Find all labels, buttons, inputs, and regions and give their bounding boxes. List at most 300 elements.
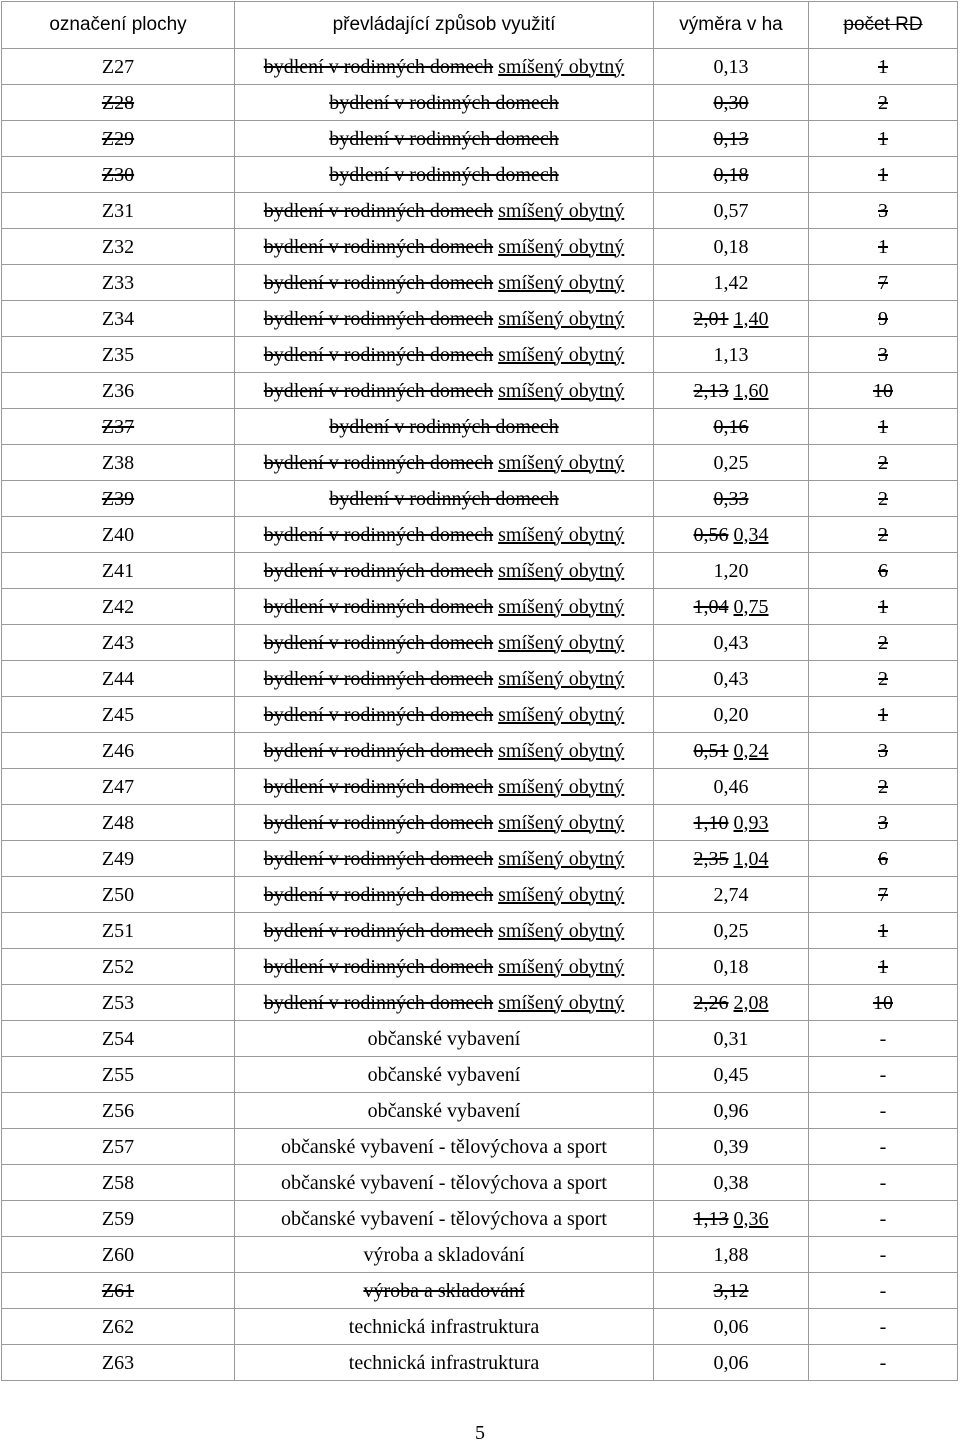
cell-text: 0,43 [713, 667, 749, 690]
cell-text: 1,42 [713, 271, 749, 294]
cell-text: 1,13 [713, 343, 749, 366]
struck-text: 2,01 [693, 307, 729, 330]
underlined-text: smíšený obytný [498, 55, 625, 78]
underlined-text: smíšený obytný [498, 523, 625, 546]
usage-type-cell [235, 913, 654, 949]
area-cell [654, 553, 809, 589]
cell-text: 0,13 [713, 55, 749, 78]
struck-text: bydlení v rodinných domech [263, 55, 494, 78]
struck-text: 7 [878, 883, 888, 906]
struck-text: 7 [878, 271, 888, 294]
cell-text: - [879, 1099, 887, 1122]
struck-text: Z30 [101, 163, 135, 186]
usage-type-cell [235, 301, 654, 337]
cell-text: 0,38 [713, 1171, 749, 1194]
cell-text: - [879, 1171, 887, 1194]
area-cell [654, 1201, 809, 1237]
house-count-cell [809, 229, 958, 265]
struck-text: Z28 [101, 91, 135, 114]
plot-code-cell [2, 409, 235, 445]
struck-text: 3 [878, 811, 888, 834]
area-cell [654, 841, 809, 877]
usage-type-cell [235, 985, 654, 1021]
house-count-cell [809, 1021, 958, 1057]
usage-type-cell [235, 1021, 654, 1057]
usage-type-cell [235, 445, 654, 481]
usage-type-cell [235, 949, 654, 985]
area-cell [654, 445, 809, 481]
table-row [2, 877, 958, 913]
plot-code-cell [2, 373, 235, 409]
table-row [2, 517, 958, 553]
cell-text: Z55 [101, 1063, 135, 1086]
table-row [2, 913, 958, 949]
table-row [2, 805, 958, 841]
cell-text: Z34 [101, 307, 135, 330]
area-cell [654, 949, 809, 985]
struck-text: 1 [878, 919, 888, 942]
table-row [2, 769, 958, 805]
house-count-cell [809, 769, 958, 805]
struck-text: bydlení v rodinných domech [263, 847, 494, 870]
table-row [2, 49, 958, 85]
area-cell [654, 913, 809, 949]
house-count-cell [809, 1309, 958, 1345]
area-cell [654, 121, 809, 157]
struck-text: Z29 [101, 127, 135, 150]
house-count-cell [809, 337, 958, 373]
table-row [2, 697, 958, 733]
area-cell [654, 1345, 809, 1381]
underlined-text: smíšený obytný [498, 271, 625, 294]
house-count-cell [809, 1165, 958, 1201]
area-cell [654, 1237, 809, 1273]
cell-text: Z36 [101, 379, 135, 402]
table-row [2, 265, 958, 301]
cell-text: občanské vybavení [367, 1099, 521, 1122]
cell-text: Z46 [101, 739, 135, 762]
cell-text: 0,39 [713, 1135, 749, 1158]
house-count-cell [809, 373, 958, 409]
struck-text: 1,13 [693, 1207, 729, 1230]
cell-text: - [879, 1135, 887, 1158]
cell-text: občanské vybavení [367, 1027, 521, 1050]
struck-text: bydlení v rodinných domech [263, 739, 494, 762]
table-row [2, 1129, 958, 1165]
area-cell [654, 229, 809, 265]
plot-usage-table [1, 1, 958, 1381]
cell-text: - [879, 1063, 887, 1086]
usage-type-cell [235, 877, 654, 913]
plot-code-cell [2, 121, 235, 157]
plot-code-cell [2, 1309, 235, 1345]
plot-code-cell [2, 49, 235, 85]
cell-text: - [879, 1279, 887, 1302]
cell-text: Z47 [101, 775, 135, 798]
usage-type-cell [235, 841, 654, 877]
table-row [2, 553, 958, 589]
struck-text: bydlení v rodinných domech [329, 415, 559, 438]
underlined-text: smíšený obytný [498, 883, 625, 906]
struck-text: bydlení v rodinných domech [263, 307, 494, 330]
area-cell [654, 877, 809, 913]
usage-type-cell [235, 553, 654, 589]
house-count-cell [809, 697, 958, 733]
area-cell [654, 301, 809, 337]
plot-code-cell [2, 1273, 235, 1309]
cell-text: výroba a skladování [363, 1243, 525, 1266]
struck-text: bydlení v rodinných domech [263, 775, 494, 798]
area-cell [654, 49, 809, 85]
table-row [2, 229, 958, 265]
plot-code-cell [2, 193, 235, 229]
usage-type-cell [235, 265, 654, 301]
plot-code-cell [2, 1129, 235, 1165]
struck-text: 3 [878, 739, 888, 762]
plot-code-cell [2, 265, 235, 301]
column-header-area-ha: výměra v ha [654, 2, 809, 49]
table-row [2, 445, 958, 481]
struck-text: bydlení v rodinných domech [263, 991, 494, 1014]
usage-type-cell [235, 625, 654, 661]
table-row [2, 1165, 958, 1201]
cell-text: - [879, 1315, 887, 1338]
area-cell [654, 733, 809, 769]
table-row [2, 301, 958, 337]
usage-type-cell [235, 49, 654, 85]
underlined-text: smíšený obytný [498, 199, 625, 222]
underlined-text: 1,40 [733, 307, 769, 330]
struck-text: bydlení v rodinných domech [263, 451, 494, 474]
struck-text: 2,26 [693, 991, 729, 1014]
table-row [2, 1345, 958, 1381]
struck-text: 2 [878, 631, 888, 654]
struck-text: 0,33 [713, 487, 749, 510]
area-cell [654, 805, 809, 841]
cell-text: - [879, 1351, 887, 1374]
struck-text: bydlení v rodinných domech [329, 163, 559, 186]
table-row [2, 481, 958, 517]
struck-text: bydlení v rodinných domech [263, 199, 494, 222]
cell-text: Z38 [101, 451, 135, 474]
struck-text: 1 [878, 595, 888, 618]
house-count-cell [809, 49, 958, 85]
table-header-row [2, 2, 958, 49]
struck-text: bydlení v rodinných domech [263, 343, 494, 366]
plot-code-cell [2, 1237, 235, 1273]
struck-text: 10 [873, 991, 893, 1014]
cell-text: Z58 [101, 1171, 135, 1194]
table-row [2, 841, 958, 877]
house-count-cell [809, 85, 958, 121]
usage-type-cell [235, 1273, 654, 1309]
house-count-cell [809, 913, 958, 949]
struck-text: bydlení v rodinných domech [263, 595, 494, 618]
struck-text: 9 [878, 307, 888, 330]
area-cell [654, 517, 809, 553]
house-count-cell [809, 157, 958, 193]
cell-text: Z48 [101, 811, 135, 834]
usage-type-cell [235, 805, 654, 841]
area-cell [654, 337, 809, 373]
cell-text: Z32 [101, 235, 135, 258]
cell-text: Z54 [101, 1027, 135, 1050]
usage-type-cell [235, 769, 654, 805]
cell-text: 1,20 [713, 559, 749, 582]
struck-text: 1,04 [693, 595, 729, 618]
usage-type-cell [235, 589, 654, 625]
cell-text: 0,06 [713, 1315, 749, 1338]
cell-text: Z56 [101, 1099, 135, 1122]
area-cell [654, 697, 809, 733]
cell-text: Z40 [101, 523, 135, 546]
struck-text: 0,18 [713, 163, 749, 186]
struck-text: 1 [878, 955, 888, 978]
plot-code-cell [2, 733, 235, 769]
plot-code-cell [2, 949, 235, 985]
cell-text: Z53 [101, 991, 135, 1014]
usage-type-cell [235, 1201, 654, 1237]
struck-text: 1 [878, 235, 888, 258]
struck-text: výroba a skladování [363, 1279, 525, 1302]
struck-text: 6 [878, 559, 888, 582]
underlined-text: smíšený obytný [498, 379, 625, 402]
cell-text: Z41 [101, 559, 135, 582]
house-count-cell [809, 805, 958, 841]
cell-text: Z59 [101, 1207, 135, 1230]
usage-type-cell [235, 733, 654, 769]
underlined-text: smíšený obytný [498, 811, 625, 834]
cell-text: 0,18 [713, 955, 749, 978]
table-row [2, 121, 958, 157]
house-count-cell [809, 1129, 958, 1165]
struck-text: Z61 [101, 1279, 135, 1302]
cell-text: občanské vybavení - tělovýchova a sport [280, 1171, 607, 1194]
cell-text: Z63 [101, 1351, 135, 1374]
struck-text: 1 [878, 415, 888, 438]
usage-type-cell [235, 229, 654, 265]
cell-text: Z45 [101, 703, 135, 726]
table-row [2, 733, 958, 769]
underlined-text: 1,04 [733, 847, 769, 870]
struck-text: 0,51 [693, 739, 729, 762]
usage-type-cell [235, 1165, 654, 1201]
underlined-text: smíšený obytný [498, 235, 625, 258]
cell-text: technická infrastruktura [348, 1315, 540, 1338]
struck-text: 2 [878, 667, 888, 690]
underlined-text: smíšený obytný [498, 739, 625, 762]
table-body [2, 49, 958, 1381]
usage-type-cell [235, 373, 654, 409]
cell-text: 2,74 [713, 883, 749, 906]
struck-text: 1 [878, 703, 888, 726]
underlined-text: smíšený obytný [498, 703, 625, 726]
house-count-cell [809, 301, 958, 337]
plot-code-cell [2, 517, 235, 553]
struck-text: 0,16 [713, 415, 749, 438]
table-row [2, 1201, 958, 1237]
area-cell [654, 985, 809, 1021]
column-header-house-count: počet RD [809, 2, 958, 49]
area-cell [654, 157, 809, 193]
struck-text: bydlení v rodinných domech [263, 703, 494, 726]
house-count-cell [809, 1345, 958, 1381]
table-row [2, 337, 958, 373]
house-count-cell [809, 553, 958, 589]
house-count-cell [809, 265, 958, 301]
struck-text: bydlení v rodinných domech [263, 883, 494, 906]
cell-text: občanské vybavení - tělovýchova a sport [280, 1135, 607, 1158]
cell-text: - [879, 1027, 887, 1050]
plot-code-cell [2, 985, 235, 1021]
area-cell [654, 1165, 809, 1201]
area-cell [654, 85, 809, 121]
underlined-text: smíšený obytný [498, 919, 625, 942]
struck-text: 2 [878, 451, 888, 474]
table-row [2, 661, 958, 697]
struck-text: Z37 [101, 415, 135, 438]
struck-text: bydlení v rodinných domech [263, 523, 494, 546]
area-cell [654, 769, 809, 805]
plot-code-cell [2, 157, 235, 193]
underlined-text: 0,93 [733, 811, 769, 834]
table-row [2, 193, 958, 229]
cell-text: 0,43 [713, 631, 749, 654]
house-count-cell [809, 661, 958, 697]
area-cell [654, 625, 809, 661]
struck-text: 2 [878, 523, 888, 546]
struck-text: bydlení v rodinných domech [263, 631, 494, 654]
cell-text: Z33 [101, 271, 135, 294]
cell-text: občanské vybavení [367, 1063, 521, 1086]
house-count-cell [809, 877, 958, 913]
plot-code-cell [2, 85, 235, 121]
house-count-cell [809, 1273, 958, 1309]
area-cell [654, 661, 809, 697]
cell-text: 0,45 [713, 1063, 749, 1086]
usage-type-cell [235, 85, 654, 121]
plot-code-cell [2, 553, 235, 589]
area-cell [654, 1057, 809, 1093]
cell-text: - [879, 1243, 887, 1266]
struck-text: 1 [878, 163, 888, 186]
usage-type-cell [235, 517, 654, 553]
struck-text: bydlení v rodinných domech [263, 811, 494, 834]
struck-text: bydlení v rodinných domech [263, 667, 494, 690]
area-cell [654, 589, 809, 625]
house-count-cell [809, 121, 958, 157]
struck-text: 6 [878, 847, 888, 870]
cell-text: Z51 [101, 919, 135, 942]
cell-text: 0,18 [713, 235, 749, 258]
cell-text: 0,46 [713, 775, 749, 798]
usage-type-cell [235, 1237, 654, 1273]
struck-text: Z39 [101, 487, 135, 510]
struck-text: 2 [878, 775, 888, 798]
cell-text: 0,96 [713, 1099, 749, 1122]
table-row [2, 85, 958, 121]
table-row [2, 1309, 958, 1345]
table-row [2, 589, 958, 625]
cell-text: Z52 [101, 955, 135, 978]
struck-text: 0,30 [713, 91, 749, 114]
table-row [2, 1237, 958, 1273]
struck-text: 3,12 [713, 1279, 749, 1302]
table-row [2, 625, 958, 661]
cell-text: Z27 [101, 55, 135, 78]
usage-type-cell [235, 1093, 654, 1129]
table-row [2, 157, 958, 193]
cell-text: Z44 [101, 667, 135, 690]
underlined-text: smíšený obytný [498, 343, 625, 366]
area-cell [654, 1093, 809, 1129]
plot-code-cell [2, 445, 235, 481]
cell-text: 0,20 [713, 703, 749, 726]
house-count-cell [809, 1057, 958, 1093]
house-count-cell [809, 481, 958, 517]
struck-text: bydlení v rodinných domech [329, 91, 559, 114]
area-cell [654, 373, 809, 409]
cell-text: Z62 [101, 1315, 135, 1338]
cell-text: - [879, 1207, 887, 1230]
usage-type-cell [235, 157, 654, 193]
underlined-text: 0,75 [733, 595, 769, 618]
plot-code-cell [2, 625, 235, 661]
struck-text: bydlení v rodinných domech [263, 919, 494, 942]
plot-code-cell [2, 1021, 235, 1057]
cell-text: technická infrastruktura [348, 1351, 540, 1374]
column-header-plot-designation: označení plochy [2, 2, 235, 49]
usage-type-cell [235, 1129, 654, 1165]
table-row [2, 985, 958, 1021]
table-row [2, 409, 958, 445]
underlined-text: smíšený obytný [498, 775, 625, 798]
struck-text: 1 [878, 55, 888, 78]
house-count-cell [809, 517, 958, 553]
plot-code-cell [2, 913, 235, 949]
plot-code-cell [2, 589, 235, 625]
struck-text: 2 [878, 487, 888, 510]
struck-text: 2 [878, 91, 888, 114]
area-cell [654, 481, 809, 517]
area-cell [654, 265, 809, 301]
plot-code-cell [2, 769, 235, 805]
struck-text: 10 [873, 379, 893, 402]
cell-text: 0,31 [713, 1027, 749, 1050]
struck-text: bydlení v rodinných domech [329, 127, 559, 150]
underlined-text: smíšený obytný [498, 307, 625, 330]
plot-code-cell [2, 481, 235, 517]
plot-code-cell [2, 1201, 235, 1237]
usage-type-cell [235, 1309, 654, 1345]
cell-text: Z42 [101, 595, 135, 618]
underlined-text: 1,60 [733, 379, 769, 402]
table-row [2, 949, 958, 985]
house-count-cell [809, 589, 958, 625]
usage-type-cell [235, 337, 654, 373]
cell-text: 0,25 [713, 451, 749, 474]
area-cell [654, 193, 809, 229]
house-count-cell [809, 1201, 958, 1237]
page-number: 5 [475, 1422, 485, 1444]
cell-text: Z57 [101, 1135, 135, 1158]
house-count-cell [809, 193, 958, 229]
struck-text: 2,13 [693, 379, 729, 402]
area-cell [654, 1309, 809, 1345]
cell-text: 0,57 [713, 199, 749, 222]
plot-code-cell [2, 841, 235, 877]
cell-text: 0,06 [713, 1351, 749, 1374]
